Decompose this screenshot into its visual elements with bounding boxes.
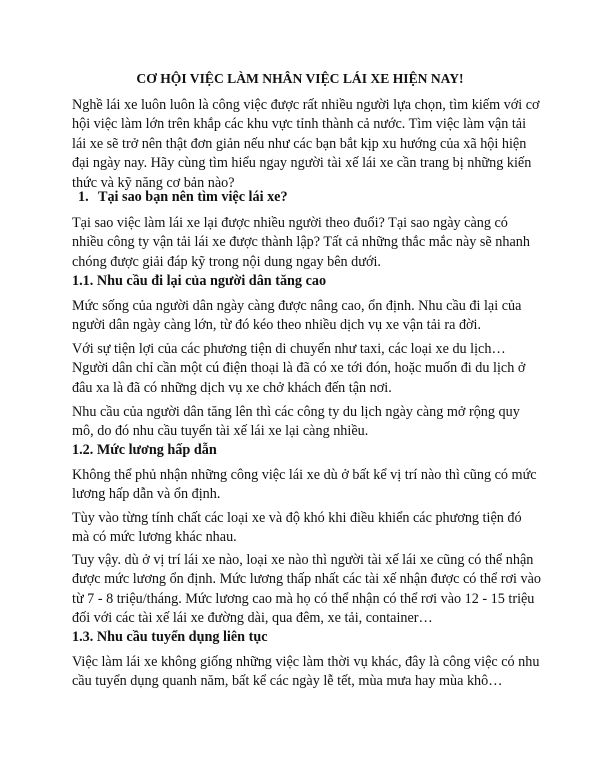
section-1-number: 1.	[78, 189, 89, 205]
section-1-2-paragraph-1: Không thể phủ nhận những công việc lái xe dù ở bất kể vị trí nào thì cũng có mức lương hấp dẫn và ổn định.	[72, 467, 537, 503]
section-1-2-heading: 1.2. Mức lương hấp dẫn	[72, 442, 217, 458]
section-1-title: Tại sao bạn nên tìm việc lái xe?	[98, 189, 288, 205]
section-1-1-heading: 1.1. Nhu cầu đi lại của người dân tăng cao	[72, 273, 327, 289]
section-1-3-heading: 1.3. Nhu cầu tuyển dụng liên tục	[72, 629, 268, 645]
section-1-1-paragraph-3: Nhu cầu của người dân tăng lên thì các công ty du lịch ngày càng mở rộng quy mô, do đó nhu cầu tuyển tài xế lái xe lại càng nhiều.	[72, 404, 520, 440]
section-1-1-paragraph-1: Mức sống của người dân ngày càng được nâng cao, ổn định. Nhu cầu đi lại của người dân ngày càng lớn, từ đó kéo theo nhiều dịch vụ xe vận tải ra đời.	[72, 298, 522, 334]
section-1-2-paragraph-2: Tùy vào từng tính chất các loại xe và độ khó khi điều khiển các phương tiện đó mà có mức lương khác nhau.	[72, 510, 522, 546]
section-1-paragraph: Tại sao việc làm lái xe lại được nhiều người theo đuổi? Tại sao ngày càng có nhiều công ty vận tải lái xe được thành lập? Tất cả những thắc mắc này sẽ nhanh chóng được giải đáp kỹ trong nội dung ngay bên dưới.	[72, 215, 530, 270]
document-title: CƠ HỘI VIỆC LÀM NHÂN VIỆC LÁI XE HIỆN NAY!	[136, 71, 464, 86]
section-1-2-paragraph-3: Tuy vậy. dù ở vị trí lái xe nào, loại xe nào thì người tài xế lái xe cũng có thể nhận được mức lương ổn định. Mức lương thấp nhất các tài xế nhận được có thể rơi vào từ 7 - 8 triệu/tháng. Mức lương cao mà họ có thể nhận có thể rơi vào 12 - 15 triệu đối với các tài xế lái xe đường dài, qua đêm, xe tải, container…	[72, 552, 541, 627]
section-1-3-paragraph-1: Việc làm lái xe không giống những việc làm thời vụ khác, đây là công việc có nhu cầu tuyển dụng quanh năm, bất kể các ngày lễ tết, mùa mưa hay mùa khô…	[72, 654, 540, 690]
section-1-1-paragraph-2: Với sự tiện lợi của các phương tiện di chuyển như taxi, các loại xe du lịch… Người dân chỉ cần một cú điện thoại là đã có xe tới đón, hoặc muốn đi du lịch ở đâu xa là đã có những dịch vụ xe chở khách đến tận nơi.	[72, 341, 526, 396]
intro-paragraph: Nghề lái xe luôn luôn là công việc được rất nhiều người lựa chọn, tìm kiếm với cơ hội việc làm lớn trên khắp các khu vực tỉnh thành cả nước. Tìm việc làm vận tải lái xe sẽ trở nên thật đơn giản nếu như các bạn bắt kịp xu hướng của xã hội hiện đại ngày nay. Hãy cùng tìm hiểu ngay người tài xế lái xe cần trang bị những kiến thức và kỹ năng cơ bản nào?	[72, 97, 540, 191]
